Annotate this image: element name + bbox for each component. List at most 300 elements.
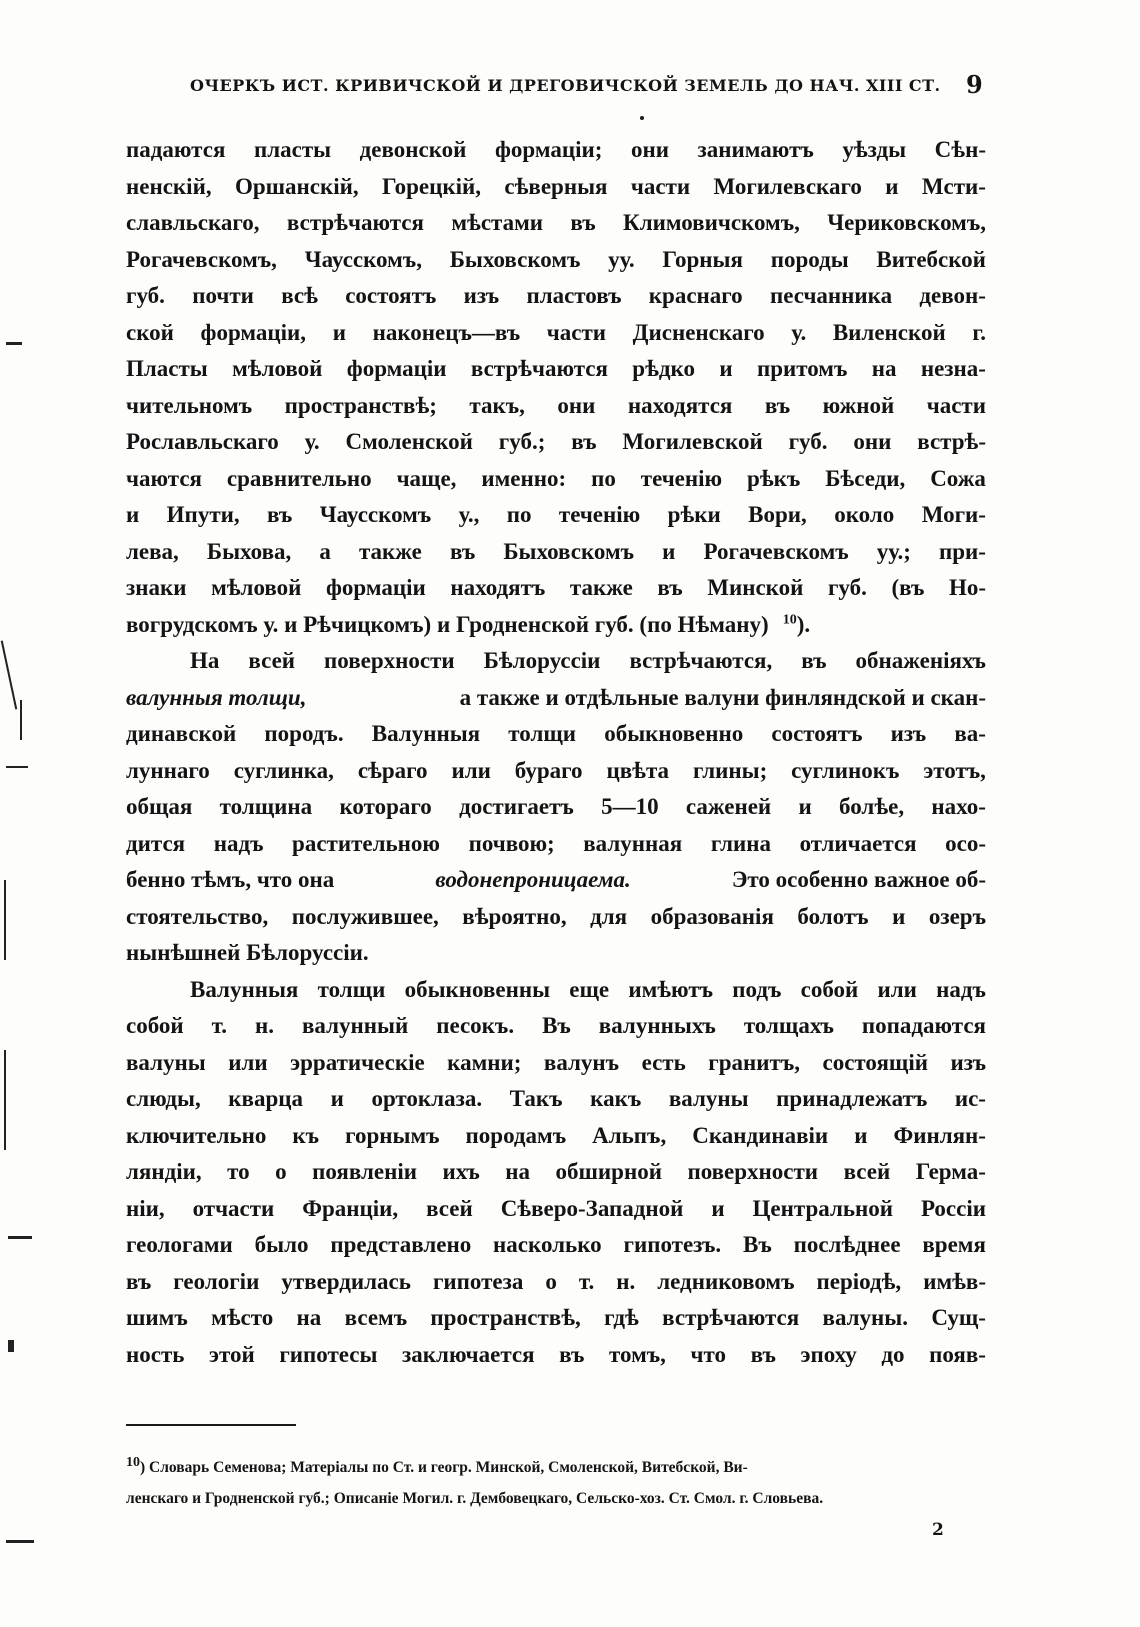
word: Сущ- <box>931 1305 986 1330</box>
word: дится <box>126 830 186 856</box>
word: по <box>591 465 616 491</box>
word: всей <box>843 1159 891 1184</box>
word: а <box>319 538 331 564</box>
word: встрѣчаются, <box>629 648 773 673</box>
text-line <box>126 716 986 753</box>
body-text <box>126 132 986 1373</box>
text-line <box>126 1337 986 1374</box>
word: Пласты <box>126 356 208 381</box>
word: кварца <box>228 1086 304 1111</box>
word: Дисненскаго <box>632 319 765 345</box>
word: (въ <box>891 575 925 600</box>
word: собой <box>126 1013 184 1038</box>
text-line-content: Это особенно важное об- <box>731 867 986 892</box>
word: Франціи, <box>302 1195 399 1221</box>
word: лева, <box>126 538 179 564</box>
word: занимаютъ <box>697 137 814 162</box>
word: этотъ, <box>923 757 986 783</box>
word: части <box>546 319 607 345</box>
word: Въ <box>542 1013 571 1038</box>
word: и <box>885 173 899 199</box>
word: по <box>506 502 532 527</box>
word: валунная <box>583 830 683 856</box>
word: также <box>569 575 633 600</box>
text-line <box>126 169 986 206</box>
word: отличается <box>799 830 917 856</box>
word: они <box>853 429 892 454</box>
word: что <box>690 1341 727 1367</box>
word: находятся <box>627 392 733 418</box>
word: озеръ <box>928 903 986 929</box>
word: Валунныя <box>371 721 481 746</box>
text-line <box>126 899 986 936</box>
word: Могилевскаго <box>713 173 862 199</box>
word: и <box>126 502 140 527</box>
text-line <box>126 1045 986 1082</box>
word: суглинка, <box>233 757 334 783</box>
word: образованія <box>650 903 774 929</box>
word: толщи <box>317 976 386 1002</box>
word: уу.; <box>876 538 911 564</box>
word: рѣкъ <box>747 465 801 491</box>
word: и <box>332 319 346 345</box>
word: г. <box>972 319 986 345</box>
word: ность <box>126 1341 185 1367</box>
word: у., <box>458 502 480 527</box>
word: состоящій <box>822 1049 928 1075</box>
word: пространствѣ; <box>284 392 437 418</box>
word: уѣзды <box>842 137 907 162</box>
word: насколько <box>493 1232 602 1257</box>
print-speck <box>640 116 644 120</box>
word: вѣроятно, <box>462 903 567 929</box>
text-line <box>126 753 986 790</box>
word: ключительно <box>126 1122 267 1148</box>
text-line <box>126 1300 986 1337</box>
word: бураго <box>514 757 583 783</box>
word: Быховскомъ <box>449 246 581 272</box>
text-line-content: бенно тѣмъ, что она <box>126 867 335 892</box>
word: Моги- <box>921 502 986 527</box>
word: въ <box>801 648 827 673</box>
word: стоятельство, <box>126 903 269 929</box>
text-line <box>126 935 986 972</box>
word: сравнительно <box>226 465 372 491</box>
word: геологами <box>126 1232 233 1257</box>
text-line <box>126 570 986 607</box>
word: камни; <box>447 1049 522 1075</box>
text-line-content: нынѣшней Бѣлоруссіи. <box>126 940 369 965</box>
word: Витебской <box>876 246 986 272</box>
footnote-reference: $^{10}$). <box>782 611 811 637</box>
word: у. <box>304 429 320 454</box>
word: Центральной <box>752 1195 894 1221</box>
word: также <box>358 538 422 564</box>
word: около <box>834 502 895 527</box>
word: ніи, <box>126 1195 165 1221</box>
word: Ипути, <box>166 502 240 527</box>
word: при- <box>939 538 986 564</box>
word: ненскій, <box>126 173 212 199</box>
word: въ <box>267 502 293 527</box>
word: ва- <box>954 721 986 746</box>
word: слюды, <box>126 1086 201 1111</box>
word: Чаусскомъ <box>319 502 432 527</box>
word: гранитъ, <box>708 1049 800 1075</box>
text-line <box>126 862 986 899</box>
word: изъ <box>463 283 500 308</box>
word: губ. <box>788 429 828 454</box>
word: или <box>451 757 491 783</box>
word: именно: <box>481 465 567 491</box>
word: толщахъ <box>743 1013 834 1038</box>
word: нахо- <box>931 794 986 819</box>
paragraph-1-last-line <box>126 607 986 644</box>
word: и <box>854 1122 868 1148</box>
text-line <box>126 461 986 498</box>
text-line <box>126 1118 986 1155</box>
footnote <box>126 1452 986 1514</box>
word: эпоху <box>800 1341 857 1367</box>
word: о <box>275 1159 287 1184</box>
word: они <box>630 137 669 162</box>
text-line <box>126 680 986 717</box>
word: въ <box>657 575 683 600</box>
word: саженей <box>685 794 772 819</box>
word: состоятъ <box>771 721 863 746</box>
word: послужившее, <box>291 903 439 929</box>
scan-edge-mark <box>6 342 22 345</box>
word: Оршанскій, <box>234 173 359 199</box>
word: такъ, <box>469 392 525 418</box>
page-number: 9 <box>966 70 983 99</box>
word: формаціи <box>346 356 447 381</box>
word: краснаго <box>648 283 743 308</box>
italic-term: водонепроницаема. <box>435 867 631 892</box>
word: Бѣлоруссіи <box>483 648 601 673</box>
word: встрѣчаются <box>286 210 424 235</box>
word: имѣютъ <box>628 976 714 1002</box>
text-line <box>126 789 986 826</box>
word: въ <box>449 538 476 564</box>
word: общая <box>126 794 193 819</box>
word: на <box>505 1159 531 1184</box>
word: утвердилась <box>281 1268 411 1294</box>
running-title: ОЧЕРКЪ ИСТ. КРИВИЧСКОЙ И ДРЕГОВИЧСКОЙ ЗЕМЕЛЬ ДО НАЧ. XIII СТ. <box>190 76 941 95</box>
word: встрѣ- <box>917 429 986 454</box>
text-line <box>126 424 986 461</box>
signature-mark: 2 <box>932 1520 944 1540</box>
word: Могилевской <box>622 429 763 454</box>
word: падаются <box>126 137 226 162</box>
word: какъ <box>590 1086 642 1111</box>
word: суглинокъ <box>791 757 900 783</box>
scan-edge-mark <box>4 1050 6 1150</box>
word: обыкновенно <box>604 721 744 746</box>
word: Сѣн- <box>934 137 986 162</box>
word: подъ <box>732 976 782 1002</box>
word: шимъ <box>126 1305 188 1330</box>
word: Рославльскаго <box>126 429 279 454</box>
word: притомъ <box>756 356 848 381</box>
word: чаще, <box>396 465 457 491</box>
footnote-line <box>126 1452 986 1483</box>
word: пласты <box>253 137 332 162</box>
word: славльскаго, <box>126 210 260 235</box>
word: въ <box>571 429 597 454</box>
word: эрратическіе <box>290 1049 425 1075</box>
word: пространствѣ, <box>430 1305 581 1330</box>
word: изъ <box>890 721 927 746</box>
word: мѣсто <box>211 1305 274 1330</box>
word: было <box>254 1232 309 1257</box>
paragraph-1 <box>126 132 986 607</box>
word: состоятъ <box>345 283 437 308</box>
word: н. <box>254 1013 274 1038</box>
word: котораго <box>339 794 432 819</box>
word: на <box>296 1305 322 1330</box>
word: и <box>711 1195 725 1221</box>
word: къ <box>292 1122 320 1148</box>
word: надъ <box>213 830 264 856</box>
text-line <box>126 351 986 388</box>
word: болотъ <box>797 903 869 929</box>
word: Финлян- <box>893 1122 986 1148</box>
word: послѣднее <box>793 1232 901 1257</box>
word: принадлежатъ <box>776 1086 928 1111</box>
word: рѣдко <box>632 356 695 381</box>
text-line <box>126 534 986 571</box>
word: Минской <box>707 575 804 600</box>
word: Горецкій, <box>382 173 482 199</box>
word: формаціи, <box>200 319 307 345</box>
word: Россіи <box>920 1195 986 1221</box>
word: они <box>557 392 596 418</box>
word: валуны <box>126 1049 206 1075</box>
scan-edge-mark <box>4 880 6 960</box>
word: и <box>662 538 676 564</box>
word: южной <box>822 392 895 418</box>
word: незна- <box>920 356 986 381</box>
word: Чериковскомъ, <box>827 210 986 235</box>
text-line <box>126 278 986 315</box>
word: мѣловой <box>232 356 323 381</box>
word: о <box>545 1268 557 1294</box>
word: находятъ <box>450 575 546 600</box>
word: валунный <box>301 1013 409 1038</box>
word: появленіи <box>312 1159 417 1184</box>
word: сѣраго <box>357 757 428 783</box>
footnote-rule <box>126 1424 296 1426</box>
word: Такъ <box>509 1086 563 1111</box>
word: т. <box>578 1268 595 1294</box>
word: формаціи <box>325 575 426 600</box>
word: губ. <box>827 575 867 600</box>
word: и <box>719 356 733 381</box>
word: заключается <box>402 1341 535 1367</box>
word: на <box>871 356 897 381</box>
scan-edge-mark <box>8 1236 32 1239</box>
word: ской <box>126 319 174 345</box>
word: гипотесы <box>279 1341 378 1367</box>
word: Быховскомъ <box>503 538 635 564</box>
word: достигаетъ <box>459 794 574 819</box>
italic-term: валунныя толщи, <box>126 684 307 710</box>
text-line <box>126 388 986 425</box>
word: всемъ <box>344 1305 408 1330</box>
word: въ <box>750 1341 776 1367</box>
word: пластовъ <box>526 283 622 308</box>
word: динавской <box>126 721 237 746</box>
word: Бѣседи, <box>825 465 906 491</box>
text-line <box>126 315 986 352</box>
text-line <box>126 643 986 680</box>
word: томъ, <box>609 1341 666 1367</box>
word: для <box>590 903 628 929</box>
word: н. <box>616 1268 636 1294</box>
word: толщина <box>219 794 313 819</box>
word: и <box>798 794 812 819</box>
word: есть <box>641 1049 686 1075</box>
word: формаціи; <box>494 137 603 162</box>
word: рѣки <box>667 502 721 527</box>
footnote-text: $^{10}$) Словарь Семенова; Матеріалы по Ст. и геогр. Минской, Смоленской, Витебской, Ви- <box>126 1454 748 1476</box>
word: отчасти <box>192 1195 275 1221</box>
word: то <box>227 1159 250 1184</box>
word: девонской <box>359 137 467 162</box>
text-line <box>126 497 986 534</box>
word: гипотезъ. <box>623 1232 722 1257</box>
word: и <box>892 903 906 929</box>
word: изъ <box>950 1049 986 1075</box>
word: наконецъ—въ <box>372 319 521 345</box>
word: чаются <box>126 465 202 491</box>
word: На <box>190 648 220 673</box>
word: губ.; <box>498 429 546 454</box>
word: валуны <box>668 1086 749 1111</box>
word: Сѣверо-Западной <box>500 1195 684 1221</box>
text-line-content: а также и отдѣльные валуни финляндской и скан- <box>459 684 986 710</box>
word: Смоленской <box>345 429 473 454</box>
text-line <box>126 1191 986 1228</box>
text-line <box>126 1008 986 1045</box>
word: Мсти- <box>921 173 986 199</box>
footnote-text: ленскаго и Гродненской губ.; Описаніе Могил. г. Дембовецкаго, Сельско-хоз. Ст. Смол. г. Словьева. <box>126 1490 824 1507</box>
word: встрѣчаются <box>662 1305 800 1330</box>
text-line <box>126 242 986 279</box>
word: породы <box>770 246 849 272</box>
word: Виленской <box>832 319 946 345</box>
word: поверхности <box>324 648 455 673</box>
text-line <box>126 1154 986 1191</box>
word: валунъ <box>543 1049 620 1075</box>
scan-edge-mark <box>6 766 28 768</box>
word: имѣв- <box>923 1268 986 1294</box>
word: породъ. <box>264 721 344 746</box>
word: еще <box>569 976 610 1002</box>
word: ис- <box>954 1086 986 1111</box>
word: попадаются <box>861 1013 986 1038</box>
word: Въ <box>743 1232 772 1257</box>
word: Рогачевскомъ, <box>126 246 277 272</box>
word: Быхова, <box>206 538 292 564</box>
word: всей <box>248 648 296 673</box>
word: горнымъ <box>345 1122 440 1148</box>
word: ортоклаза. <box>371 1086 483 1111</box>
scan-edge-mark <box>8 1340 14 1352</box>
word: время <box>922 1232 986 1257</box>
word: этой <box>209 1341 255 1367</box>
word: осо- <box>945 830 986 856</box>
word: Климовичскомъ, <box>623 210 800 235</box>
word: Герма- <box>915 1159 986 1184</box>
word: Скандинавіи <box>692 1122 829 1148</box>
word: и <box>330 1086 344 1111</box>
word: знаки <box>126 575 187 600</box>
paragraph-3 <box>126 972 986 1374</box>
word: валуны. <box>822 1305 909 1330</box>
paragraph-2-middle <box>126 716 986 862</box>
word: гипотеза <box>432 1268 524 1294</box>
word: песчанника <box>769 283 893 308</box>
word: гдѣ <box>604 1305 639 1330</box>
word: обыкновенны <box>404 976 551 1002</box>
scan-edge-mark <box>1 641 18 710</box>
word: представлено <box>330 1232 472 1257</box>
word: Вори, <box>748 502 807 527</box>
word: обнаженіяхъ <box>855 648 986 673</box>
word: поверхности <box>687 1159 819 1184</box>
word: встрѣчаются <box>470 356 608 381</box>
word: толщи <box>508 721 577 746</box>
word: растительною <box>292 830 440 856</box>
word: Рогачевскомъ <box>703 538 849 564</box>
word: Горныя <box>662 246 743 272</box>
word: породамъ <box>465 1122 567 1148</box>
word: въ <box>126 1268 152 1294</box>
word: или <box>228 1049 268 1075</box>
word: девон- <box>919 283 986 308</box>
word: глина <box>710 830 771 856</box>
text-line: вогрудскомъ у. и Рѣчицкомъ) и Гродненской губ. (по Нѣману) <box>126 611 769 637</box>
footnote-line <box>126 1483 986 1514</box>
word: губ. <box>126 283 165 308</box>
word: уу. <box>608 246 635 272</box>
word: у. <box>791 319 807 345</box>
word: болѣе, <box>839 794 905 819</box>
word: въ <box>764 392 791 418</box>
text-line <box>126 205 986 242</box>
word: ихъ <box>442 1159 480 1184</box>
word: Альпъ, <box>592 1122 667 1148</box>
word: глины; <box>692 757 768 783</box>
word: теченію <box>640 465 723 491</box>
word: въ <box>559 1341 585 1367</box>
word: ледниковомъ <box>657 1268 795 1294</box>
text-line <box>126 132 986 169</box>
word: валунныхъ <box>598 1013 716 1038</box>
word: собой <box>800 976 859 1002</box>
paragraph-2 <box>126 643 986 972</box>
word: или <box>877 976 917 1002</box>
text-line <box>126 826 986 863</box>
word: Сожа <box>930 465 986 491</box>
word: геологіи <box>173 1268 260 1294</box>
word: всей <box>426 1195 473 1221</box>
word: т. <box>211 1013 227 1038</box>
word: почвою; <box>468 830 555 856</box>
word: 5—10 <box>601 794 659 819</box>
